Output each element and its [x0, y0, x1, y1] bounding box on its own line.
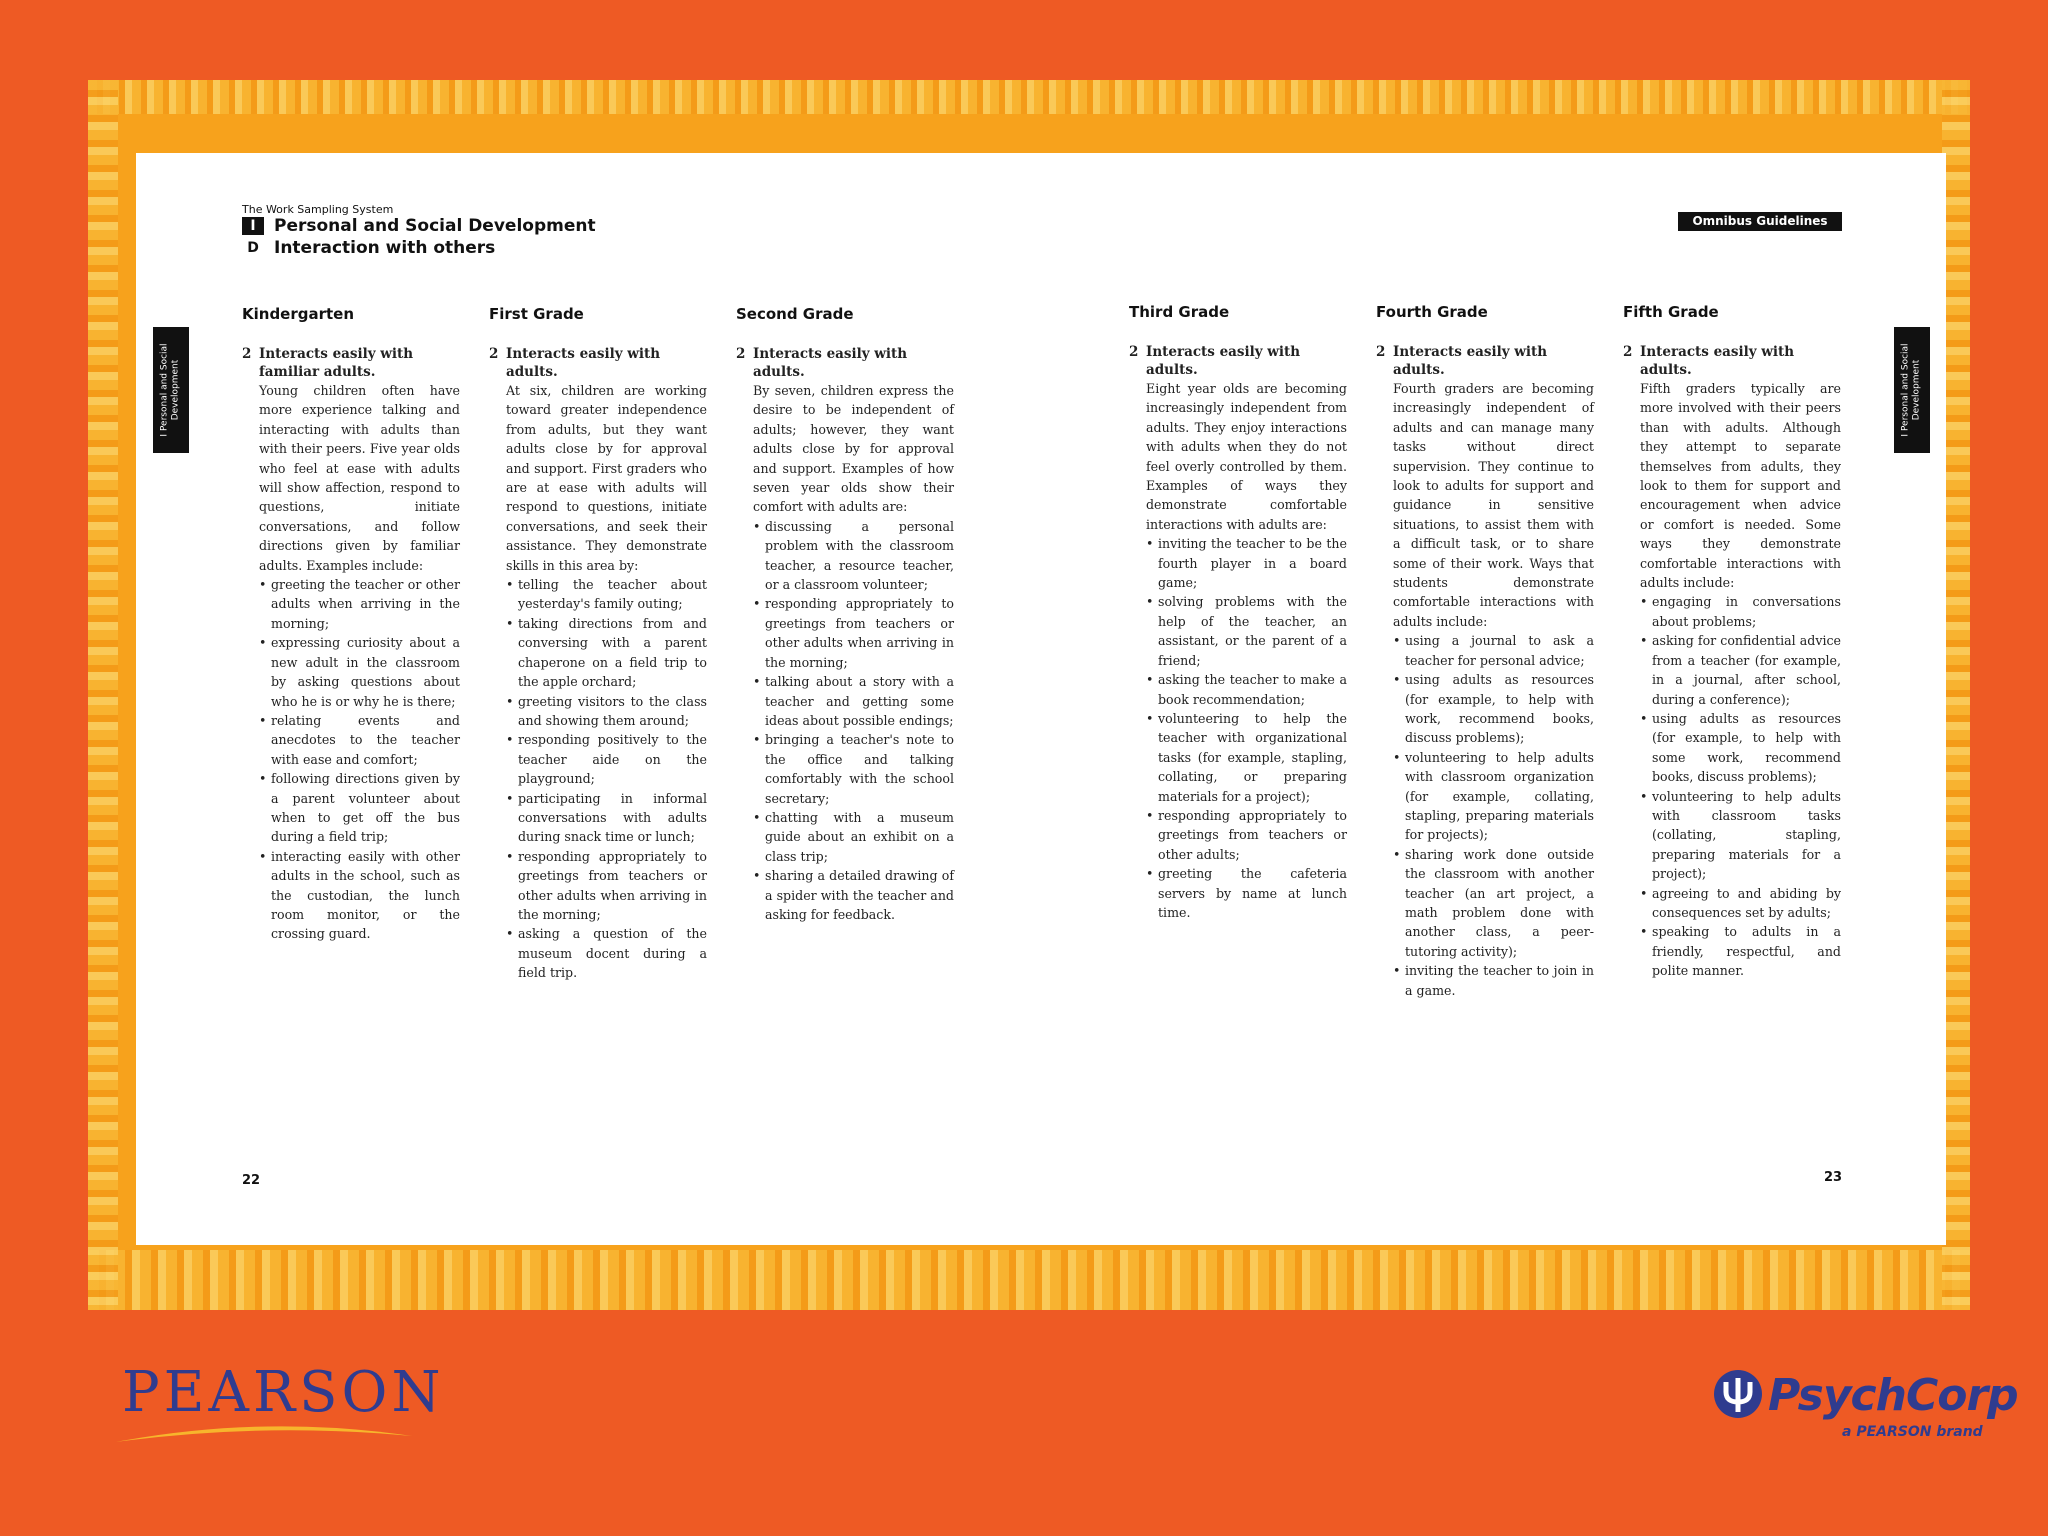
grade-column — [1623, 303, 1841, 981]
indicator-title — [1376, 343, 1594, 379]
indicator-text: Interacts easily with adults. — [753, 346, 908, 380]
side-tab-line1: I Personal and Social — [160, 343, 170, 437]
grade-column — [489, 305, 707, 983]
grade-heading: Fifth Grade — [1623, 303, 1719, 321]
example-item: • using a journal to ask a teacher for personal advice; — [1393, 631, 1594, 670]
indicator-body — [1393, 379, 1594, 1000]
page-number-left: 22 — [242, 1173, 261, 1188]
indicator-text: Interacts easily with familiar adults. — [259, 346, 414, 380]
psychcorp-subtitle: a PEARSON brand — [1842, 1424, 1983, 1440]
example-list — [1393, 631, 1594, 1000]
example-item: • bringing a teacher's note to the office and talking comfortably with the school secretary; — [753, 730, 954, 808]
example-item: • responding appropriately to greetings from teachers or other adults; — [1146, 806, 1347, 864]
grade-column — [1129, 303, 1347, 922]
side-tab-line1: I Personal and Social — [1901, 343, 1911, 437]
example-item: • asking the teacher to make a book recommendation; — [1146, 670, 1347, 709]
indicator-number: 2 — [242, 346, 252, 362]
example-item: • inviting the teacher to be the fourth player in a board game; — [1146, 534, 1347, 592]
indicator-title — [242, 345, 460, 381]
indicator-intro: At six, children are working toward greater independence from adults, but they want adults close by for approval and support. First graders who are at ease with adults will respond to questions, initiate conversations, and seek their assistance. They demonstrate skills in this area by: — [506, 383, 707, 573]
subdomain-title: Interaction with others — [274, 238, 496, 258]
system-name: The Work Sampling System — [242, 203, 394, 216]
example-item: • chatting with a museum guide about an exhibit on a class trip; — [753, 808, 954, 866]
indicator-number: 2 — [736, 346, 746, 362]
indicator-number: 2 — [1376, 344, 1386, 360]
indicator-title — [489, 345, 707, 381]
indicator-intro: Fourth graders are becoming increasingly independent of adults and can manage many tasks without direct supervision. They continue to look to adults for support and guidance in sensitive situations, to assist them with a difficult task, or to share some of their work. Ways that students demonstrate comfortable interactions with adults include: — [1393, 381, 1594, 629]
example-item: • greeting the teacher or other adults when arriving in the morning; — [259, 575, 460, 633]
example-item: • engaging in conversations about problems; — [1640, 592, 1841, 631]
document-spread — [136, 153, 1946, 1245]
indicator-intro: Young children often have more experience talking and interacting with adults than with their peers. Five year olds who feel at ease with adults will show affection, respond to questions, initiate conversations, and follow directions given by familiar adults. Examples include: — [259, 383, 460, 573]
example-item: • responding appropriately to greetings from teachers or other adults when arriving in the morning; — [753, 594, 954, 672]
indicator-body — [506, 381, 707, 983]
example-item: • discussing a personal problem with the classroom teacher, a resource teacher, or a classroom volunteer; — [753, 517, 954, 595]
example-list — [259, 575, 460, 944]
example-list — [1640, 592, 1841, 980]
example-item: • participating in informal conversations with adults during snack time or lunch; — [506, 789, 707, 847]
indicator-number: 2 — [1129, 344, 1139, 360]
indicator-intro: Eight year olds are becoming increasingly independent from adults. They enjoy interactions with adults when they do not feel overly controlled by them. Examples of ways they demonstrate comfortable interactions with adults are: — [1146, 381, 1347, 532]
indicator-text: Interacts easily with adults. — [506, 346, 661, 380]
example-item: • using adults as resources (for example, to help with work, recommend books, discuss problems); — [1393, 670, 1594, 748]
example-item: • sharing a detailed drawing of a spider with the teacher and asking for feedback. — [753, 866, 954, 924]
example-item: • following directions given by a parent volunteer about when to get off the bus during a field trip; — [259, 769, 460, 847]
indicator-text: Interacts easily with adults. — [1393, 344, 1548, 378]
frame-edge-right — [1942, 80, 1970, 1310]
frame-edge-left — [88, 80, 118, 1310]
psychcorp-logo-text: PsychCorp — [1768, 1370, 2018, 1421]
example-item: • volunteering to help adults with classroom organization (for example, collating, stapling, preparing materials for projects); — [1393, 748, 1594, 845]
example-item: • taking directions from and conversing with a parent chaperone on a field trip to the apple orchard; — [506, 614, 707, 692]
example-item: • inviting the teacher to join in a game. — [1393, 961, 1594, 1000]
example-item: • greeting the cafeteria servers by name at lunch time. — [1146, 864, 1347, 922]
psychcorp-psi-icon — [1712, 1368, 1764, 1420]
indicator-title — [1129, 343, 1347, 379]
example-item: • talking about a story with a teacher and getting some ideas about possible endings; — [753, 672, 954, 730]
subdomain-code: D — [247, 240, 259, 256]
example-list — [753, 517, 954, 925]
example-item: • responding positively to the teacher aide on the playground; — [506, 730, 707, 788]
indicator-text: Interacts easily with adults. — [1640, 344, 1795, 378]
indicator-text: Interacts easily with adults. — [1146, 344, 1301, 378]
example-item: • expressing curiosity about a new adult in the classroom by asking questions about who he is or why he is there; — [259, 633, 460, 711]
indicator-body — [1640, 379, 1841, 981]
page-number-right: 23 — [1824, 1170, 1843, 1185]
example-item: • using adults as resources (for example, to help with some work, recommend books, discuss problems); — [1640, 709, 1841, 787]
example-item: • solving problems with the help of the teacher, an assistant, or the parent of a friend; — [1146, 592, 1347, 670]
example-list — [1146, 534, 1347, 922]
example-item: • volunteering to help adults with classroom tasks (collating, stapling, preparing materials for a project); — [1640, 787, 1841, 884]
example-list — [506, 575, 707, 983]
frame-edge-top — [88, 80, 1970, 114]
omnibus-badge: Omnibus Guidelines — [1678, 212, 1842, 231]
grade-column — [242, 305, 460, 944]
indicator-number: 2 — [489, 346, 499, 362]
domain-title: Personal and Social Development — [274, 216, 596, 236]
side-tab-right — [1894, 327, 1930, 453]
example-item: • relating events and anecdotes to the teacher with ease and comfort; — [259, 711, 460, 769]
example-item: • interacting easily with other adults in the school, such as the custodian, the lunch room monitor, or the crossing guard. — [259, 847, 460, 944]
example-item: • volunteering to help the teacher with organizational tasks (for example, stapling, collating, or preparing materials for a project); — [1146, 709, 1347, 806]
pearson-swoosh-icon — [114, 1416, 414, 1446]
indicator-body — [753, 381, 954, 924]
indicator-intro: Fifth graders typically are more involved with their peers than with adults. Although they attempt to separate themselves from adults, they look to them for support and encouragement when advice or comfort is needed. Some ways they demonstrate comfortable interactions with adults include: — [1640, 381, 1841, 591]
indicator-title — [736, 345, 954, 381]
domain-heading — [242, 216, 596, 236]
example-item: • speaking to adults in a friendly, respectful, and polite manner. — [1640, 922, 1841, 980]
grade-heading: Second Grade — [736, 305, 854, 323]
indicator-title — [1623, 343, 1841, 379]
side-tab-left — [153, 327, 189, 453]
example-item: • asking a question of the museum docent during a field trip. — [506, 924, 707, 982]
frame-edge-bottom — [88, 1250, 1970, 1310]
grade-column — [736, 305, 954, 924]
grade-column — [1376, 303, 1594, 1000]
domain-code: I — [242, 217, 264, 235]
example-item: • telling the teacher about yesterday's family outing; — [506, 575, 707, 614]
indicator-body — [259, 381, 460, 944]
example-item: • asking for confidential advice from a teacher (for example, in a journal, after school, during a conference); — [1640, 631, 1841, 709]
grade-heading: First Grade — [489, 305, 584, 323]
indicator-body — [1146, 379, 1347, 922]
example-item: • agreeing to and abiding by consequences set by adults; — [1640, 884, 1841, 923]
pearson-logo: PEARSON — [122, 1360, 445, 1425]
indicator-intro: By seven, children express the desire to be independent of adults; however, they want adults close by for approval and support. Examples of how seven year olds show their comfort with adults are: — [753, 383, 954, 515]
subdomain-heading — [242, 238, 495, 258]
example-item: • greeting visitors to the class and showing them around; — [506, 692, 707, 731]
indicator-number: 2 — [1623, 344, 1633, 360]
grade-heading: Third Grade — [1129, 303, 1230, 321]
example-item: • sharing work done outside the classroom with another teacher (an art project, a math problem done with another class, a peer-tutoring activity); — [1393, 845, 1594, 961]
side-tab-line2: Development — [1912, 359, 1922, 421]
side-tab-line2: Development — [171, 359, 181, 421]
grade-heading: Kindergarten — [242, 305, 355, 323]
grade-heading: Fourth Grade — [1376, 303, 1488, 321]
example-item: • responding appropriately to greetings from teachers or other adults when arriving in the morning; — [506, 847, 707, 925]
